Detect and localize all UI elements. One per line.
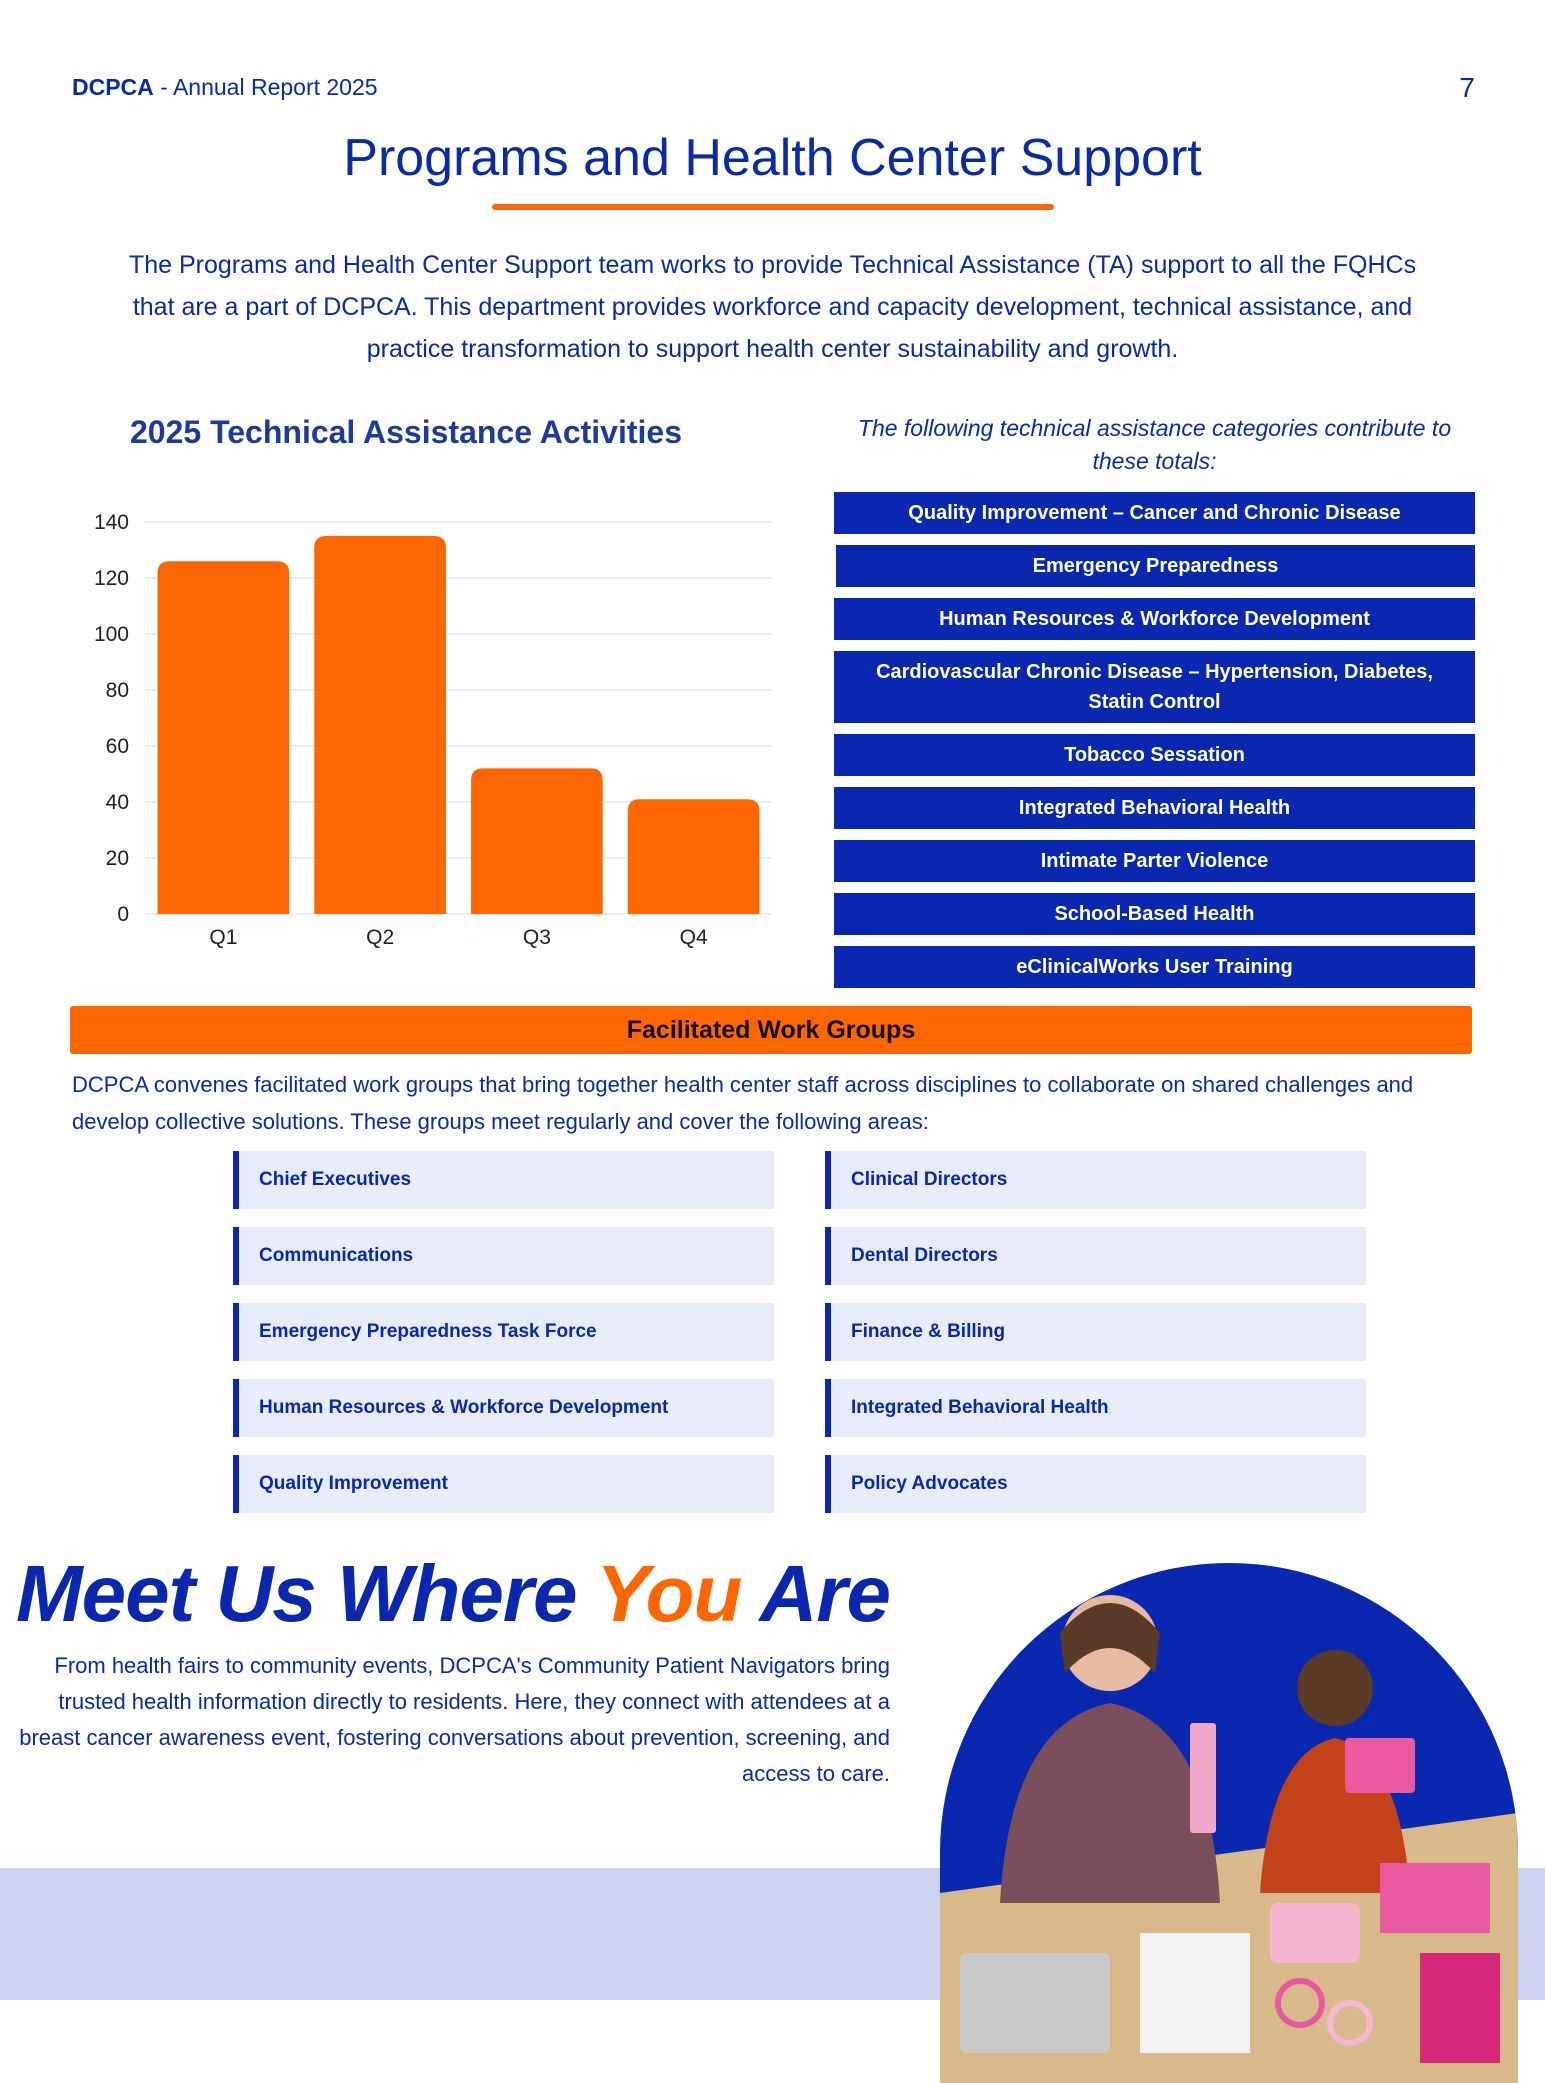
intro-paragraph: The Programs and Health Center Support team works to provide Technical Assistance (TA) support to all the FQHCs that are a part of DCPCA. This department provides workforce and capacity development, technical assistance, and practice transformation to support health center sustainability and growth. [128,251,1417,363]
y-tick-label: 100 [93,623,129,646]
bar-q3 [471,768,603,914]
work-group-item: Quality Improvement [233,1455,774,1513]
work-group-item: Human Resources & Workforce Development [233,1379,774,1437]
x-tick-label: Q1 [209,926,238,949]
ta-category-item: Quality Improvement – Cancer and Chronic Disease [834,492,1475,534]
work-groups-heading: Facilitated Work Groups [70,1006,1472,1054]
work-group-item: Emergency Preparedness Task Force [233,1303,774,1361]
bar-q1 [158,561,290,914]
page-number: 7 [1459,72,1475,103]
y-tick-label: 40 [105,791,129,814]
work-group-item: Communications [233,1227,774,1285]
work-group-item: Dental Directors [825,1227,1366,1285]
chart-title: 2025 Technical Assistance Activities [130,414,682,450]
x-tick-label: Q4 [679,926,708,949]
ta-caption: The following technical assistance categories contribute to these totals: [857,415,1452,474]
page-title: Programs and Health Center Support [343,129,1202,187]
ta-category-item: Human Resources & Workforce Development [834,598,1475,640]
y-tick-label: 0 [117,903,129,926]
y-tick-label: 60 [105,735,129,758]
y-tick-label: 140 [93,511,129,534]
meet-title-accent: You [596,1549,742,1638]
navigators-photo-illustration [940,1563,1518,2083]
bar-q4 [628,799,760,914]
report-header [72,74,378,101]
meet-us-text: From health fairs to community events, DCPCA's Community Patient Navigators bring trusted health information directly to residents. Here, they connect with attendees at a breast cancer awareness event, fostering conversations about prevention, screening, and access to care. [19,1653,890,1786]
report-subtitle: - Annual Report 2025 [153,74,378,100]
work-group-item: Integrated Behavioral Health [825,1379,1366,1437]
ta-category-item: School-Based Health [834,893,1475,935]
x-tick-label: Q3 [522,926,551,949]
ta-activities-chart [60,490,780,960]
event-photo [940,1563,1518,2083]
ta-category-item: Tobacco Sessation [834,734,1475,776]
y-tick-label: 120 [93,567,129,590]
work-group-item: Finance & Billing [825,1303,1366,1361]
work-group-item: Policy Advocates [825,1455,1366,1513]
meet-us-title [16,1548,890,1640]
x-tick-label: Q2 [366,926,395,949]
y-tick-label: 20 [105,847,129,870]
ta-category-item: Integrated Behavioral Health [834,787,1475,829]
work-group-item: Chief Executives [233,1151,774,1209]
meet-title-part2: Are [741,1549,890,1638]
work-group-item: Clinical Directors [825,1151,1366,1209]
y-tick-label: 80 [105,679,129,702]
bar-q2 [314,536,446,914]
title-underline [492,204,1054,210]
ta-category-item: eClinicalWorks User Training [834,946,1475,988]
work-groups-description: DCPCA convenes facilitated work groups that bring together health center staff across disciplines to collaborate on shared challenges and develop collective solutions. These groups meet regularly and cover the following areas: [72,1072,1414,1134]
ta-category-item: Intimate Parter Violence [834,840,1475,882]
ta-category-item: Emergency Preparedness [836,545,1475,587]
org-name: DCPCA [72,74,154,100]
ta-category-item: Cardiovascular Chronic Disease – Hypertension, Diabetes, Statin Control [834,651,1475,723]
meet-title-part1: Meet Us Where [15,1549,597,1638]
